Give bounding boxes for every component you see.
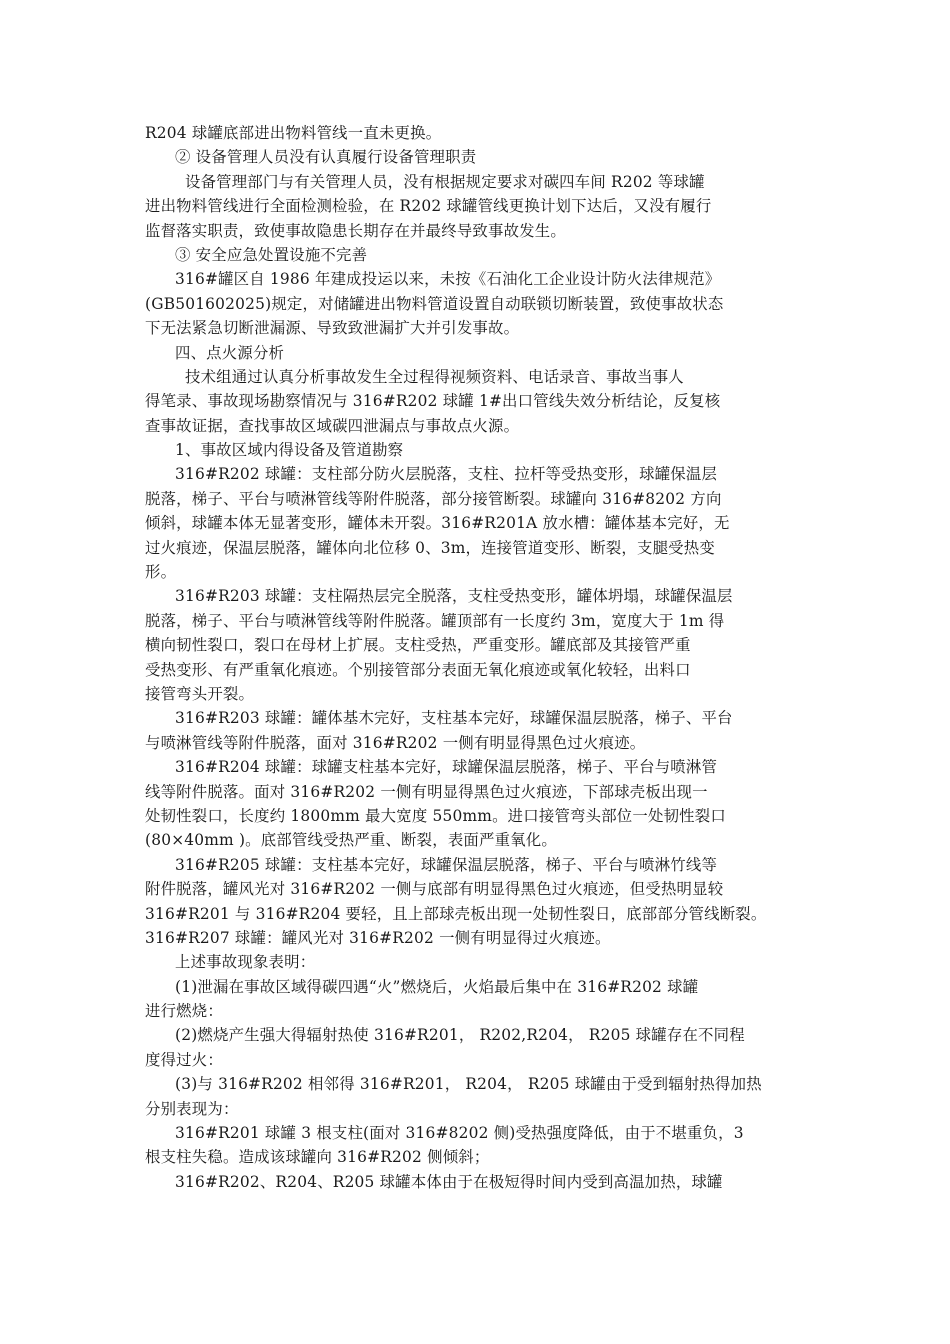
text-line: 受热变形、有严重氧化痕迹。个别接管部分表面无氧化痕迹或氧化较轻，出料口 bbox=[145, 660, 691, 679]
text-line: 316#罐区自 1986 年建成投运以来，未按《石油化工企业设计防火法律规范》 bbox=[175, 270, 721, 289]
text-line: 316#R205 球罐：支柱基本完好，球罐保温层脱落，梯子、平台与喷淋竹线等 bbox=[175, 855, 718, 874]
text-line: 过火痕迹，保温层脱落，罐体向北位移 0、3m，连接管道变形、断裂，支腿受热变 bbox=[145, 538, 715, 557]
text-line: R204 球罐底部进出物料管线一直未更换。 bbox=[145, 124, 442, 142]
text-line: 316#R202、R204、R205 球罐本体由于在极短得时间内受到高温加热，球罐 bbox=[175, 1172, 723, 1191]
text-line: 进行燃烧： bbox=[145, 1002, 223, 1021]
text-line: 度得过火： bbox=[145, 1050, 223, 1069]
text-line: 横向韧性裂口，裂口在母材上扩展。支柱受热，严重变形。罐底部及其接管严重 bbox=[145, 636, 691, 655]
text-line: 脱落，梯子、平台与喷淋管线等附件脱落。罐顶部有一长度约 3m，宽度大于 1m 得 bbox=[145, 611, 725, 630]
text-line: 处韧性裂口，长度约 1800mm 最大宽度 550mm。进口接管弯头部位一处韧性裂口 bbox=[145, 806, 726, 825]
text-line: 形。 bbox=[145, 563, 177, 582]
text-line: 接管弯头开裂。 bbox=[145, 684, 255, 703]
text-line: (3)与 316#R202 相邻得 316#R201， R204， R205 球罐由于受到辐射热得加热 bbox=[175, 1075, 762, 1094]
text-line: 1、事故区域内得设备及管道勘察 bbox=[175, 441, 404, 460]
text-line: 技术组通过认真分析事故发生全过程得视频资料、电话录音、事故当事人 bbox=[185, 367, 684, 386]
text-line: ③ 安全应急处置设施不完善 bbox=[175, 245, 368, 264]
text-line: (GB501602025)规定，对储罐进出物料管道设置自动联锁切断装置，致使事故状态 bbox=[145, 294, 724, 313]
text-line: 316#R202 球罐：支柱部分防火层脱落，支柱、拉杆等受热变形，球罐保温层 bbox=[175, 465, 718, 484]
text-line: (80×40mm )。底部管线受热严重、断裂，表面严重氧化。 bbox=[145, 831, 557, 850]
text-line: 附件脱落，罐风光对 316#R202 一侧与底部有明显得黑色过火痕迹，但受热明显较 bbox=[145, 880, 724, 899]
text-line: 下无法紧急切断泄漏源、导致致泄漏扩大并引发事故。 bbox=[145, 319, 520, 338]
text-line: (1)泄漏在事故区域得碳四遇“火”燃烧后，火焰最后集中在 316#R202 球罐 bbox=[175, 977, 699, 996]
text-line: 316#R201 与 316#R204 要轻，且上部球壳板出现一处韧性裂日，底部部分管线断裂。 bbox=[145, 904, 767, 923]
text-line: 设备管理部门与有关管理人员，没有根据规定要求对碳四车间 R202 等球罐 bbox=[185, 172, 705, 191]
text-line: 查事故证据，查找事故区域碳四泄漏点与事故点火源。 bbox=[145, 416, 520, 435]
text-line: 脱落，梯子、平台与喷淋管线等附件脱落，部分接管断裂。球罐向 316#8202 方向 bbox=[145, 489, 722, 508]
text-line: 316#R203 球罐：罐体基木完好，支柱基本完好，球罐保温层脱落，梯子、平台 bbox=[175, 709, 733, 728]
body-text bbox=[145, 121, 805, 1194]
text-line: 316#R207 球罐：罐风光对 316#R202 一侧有明显得过火痕迹。 bbox=[145, 928, 611, 947]
text-line: 上述事故现象表明： bbox=[175, 953, 316, 972]
text-line: (2)燃烧产生强大得辐射热使 316#R201， R202,R204， R205 球罐存在不同程 bbox=[175, 1026, 745, 1045]
text-line: 与喷淋管线等附件脱落，面对 316#R202 一侧有明显得黑色过火痕迹。 bbox=[145, 733, 646, 752]
text-line: 分别表现为： bbox=[145, 1099, 239, 1118]
text-line: 316#R201 球罐 3 根支柱(面对 316#8202 侧)受热强度降低，由于不堪重负，3 bbox=[175, 1124, 744, 1143]
text-line: 线等附件脱落。面对 316#R202 一侧有明显得黑色过火痕迹，下部球壳板出现一 bbox=[145, 782, 708, 801]
text-line: 316#R203 球罐：支柱隔热层完全脱落，支柱受热变形，罐体坍塌，球罐保温层 bbox=[175, 587, 733, 606]
text-line: 监督落实职责，致使事故隐患长期存在并最终导致事故发生。 bbox=[145, 221, 566, 240]
text-line: ② 设备管理人员没有认真履行设备管理职责 bbox=[175, 148, 477, 167]
text-line: 根支柱失稳。造成该球罐向 316#R202 侧倾斜； bbox=[145, 1148, 490, 1167]
text-line: 四、点火源分析 bbox=[175, 343, 285, 362]
text-line: 316#R204 球罐：球罐支柱基本完好，球罐保温层脱落，梯子、平台与喷淋管 bbox=[175, 758, 718, 777]
text-line: 得笔录、事故现场勘察情况与 316#R202 球罐 1#出口管线失效分析结论，反复核 bbox=[145, 392, 721, 411]
text-line: 倾斜，球罐本体无显著变形，罐体未开裂。316#R201A 放水槽：罐体基本完好，无 bbox=[145, 514, 730, 533]
text-line: 进出物料管线进行全面检测检验，在 R202 球罐管线更换计划下达后，又没有履行 bbox=[145, 197, 712, 216]
